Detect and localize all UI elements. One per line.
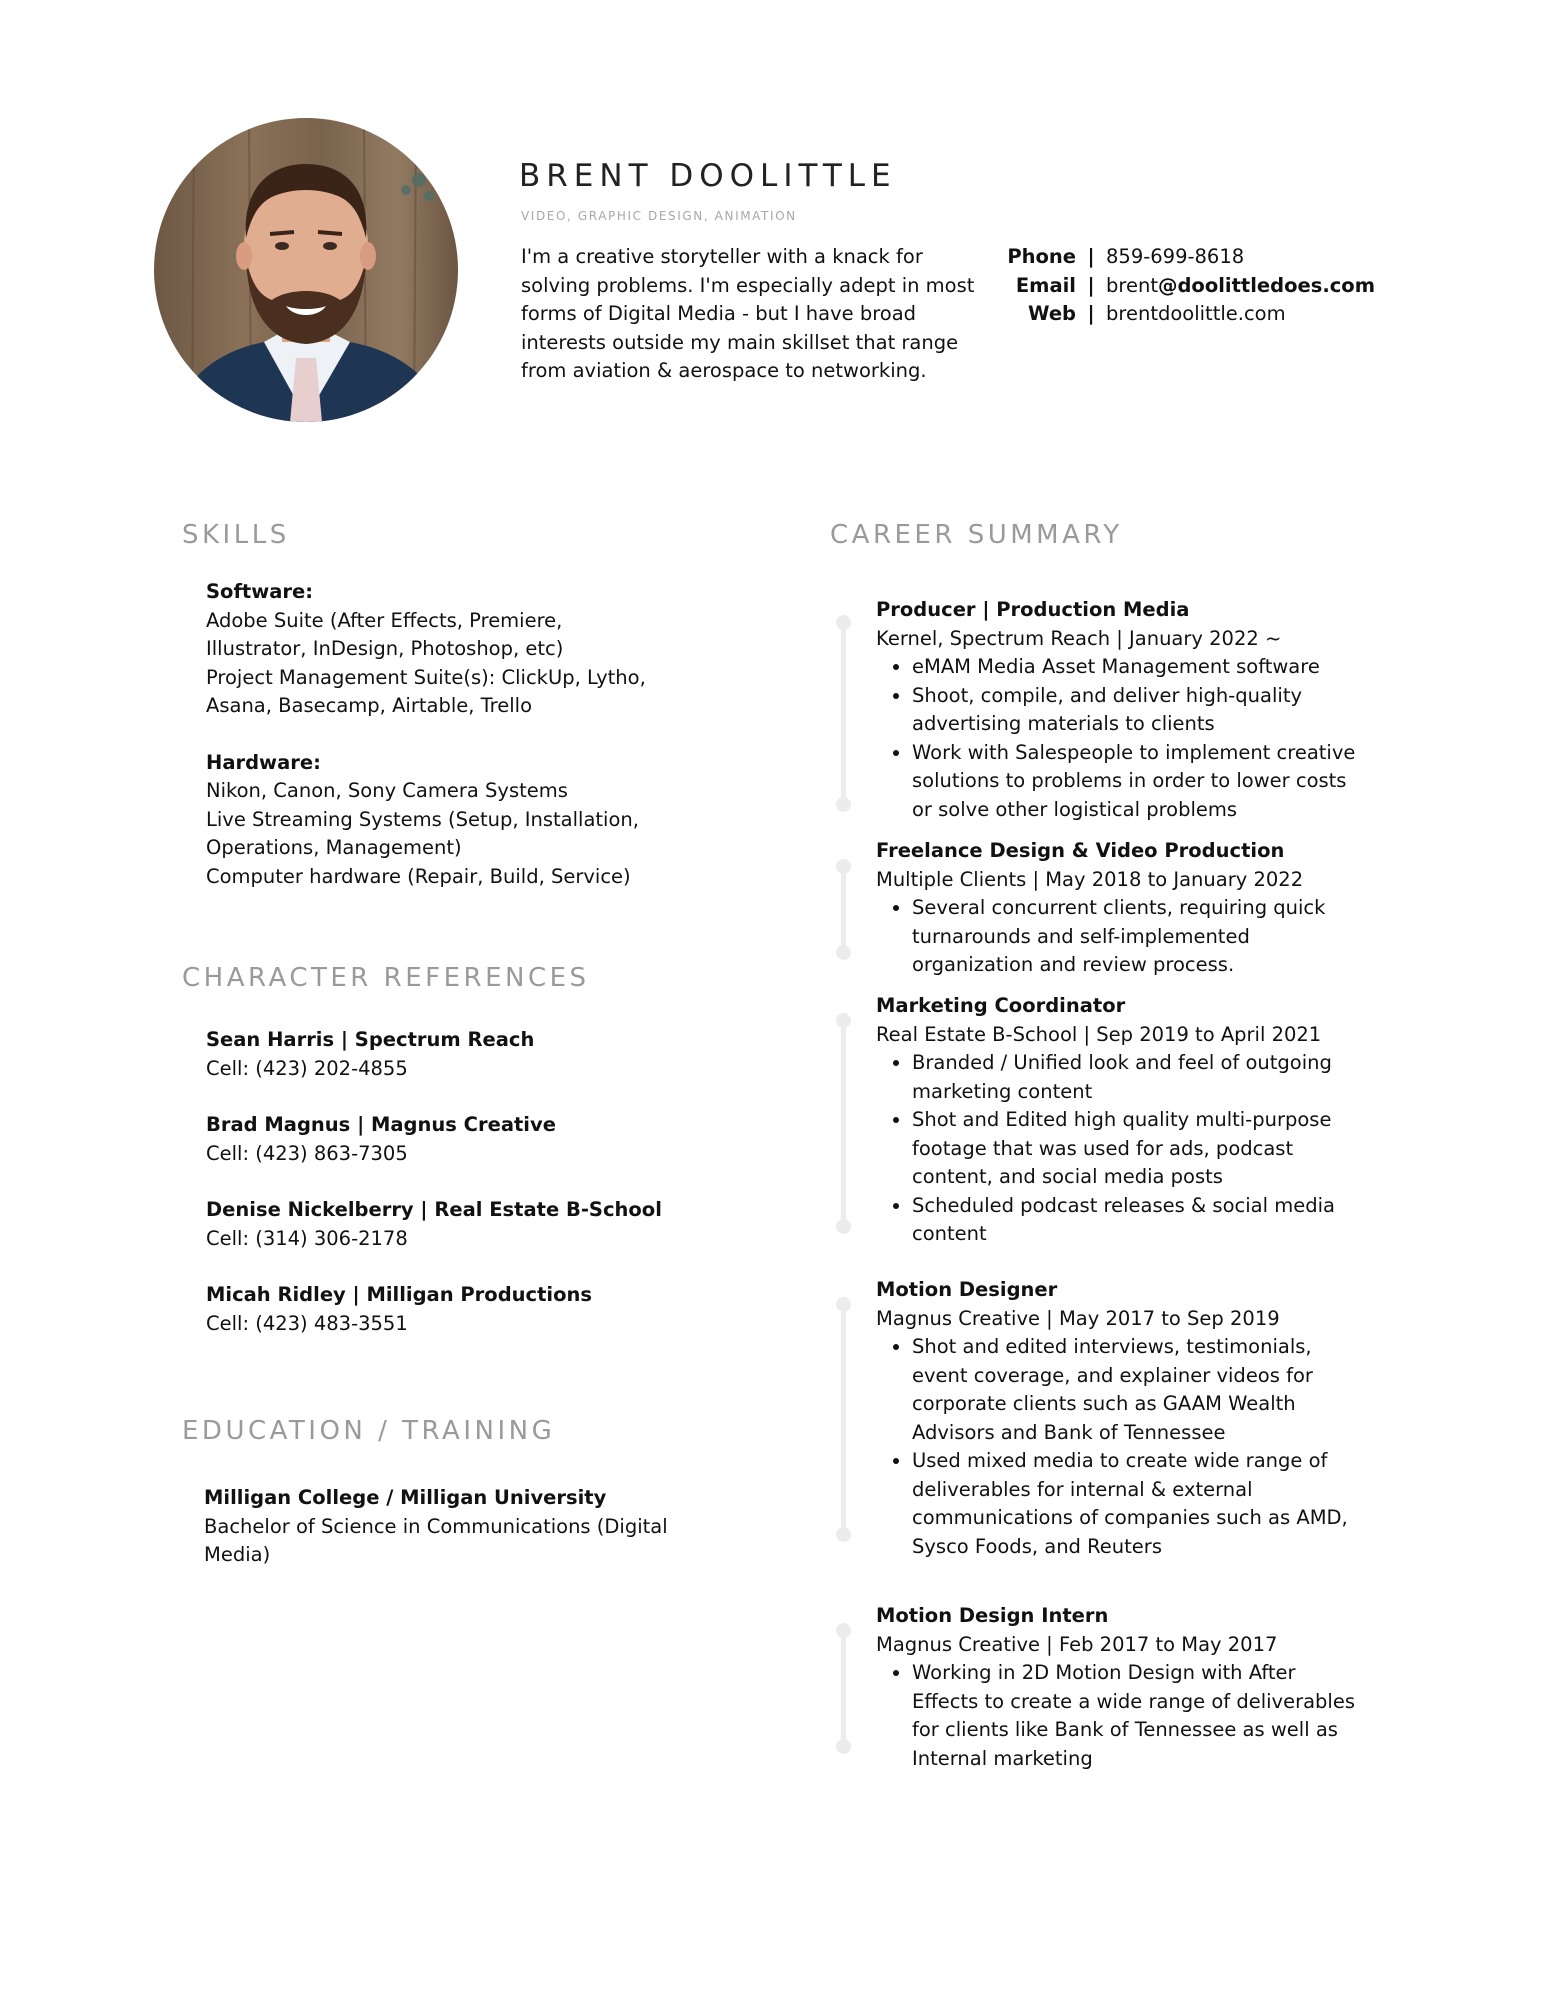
career-entry (876, 1276, 1366, 1561)
job-bullet (912, 1106, 1366, 1192)
references-section (206, 1026, 686, 1338)
software-line: Asana, Basecamp, Airtable, Trello (206, 694, 533, 717)
reference-item (206, 1281, 686, 1338)
career-entry (876, 837, 1366, 980)
bullet-line: Advisors and Bank of Tennessee (912, 1420, 1226, 1444)
job-meta: Magnus Creative | Feb 2017 to May 2017 (876, 1632, 1278, 1656)
career-entry (876, 596, 1366, 824)
bullet-line: Shoot, compile, and deliver high-quality (912, 683, 1302, 707)
job-bullet (912, 1659, 1366, 1773)
reference-item (206, 1196, 686, 1253)
email-separator: | (1087, 273, 1095, 297)
timeline-dot (836, 797, 851, 812)
references-heading: CHARACTER REFERENCES (182, 963, 590, 993)
timeline-dot (836, 1013, 851, 1028)
timeline-dot (836, 859, 851, 874)
bullet-line: for clients like Bank of Tennessee as well as (912, 1718, 1338, 1741)
web-value[interactable]: brentdoolittle.com (1106, 302, 1286, 325)
reference-item (206, 1026, 686, 1083)
job-bullet (912, 1192, 1366, 1249)
bullet-line: Internal marketing (912, 1746, 1093, 1770)
web-label: Web (1028, 302, 1076, 325)
job-bullet (912, 1447, 1366, 1561)
bullet-line: footage that was used for ads, podcast (912, 1136, 1294, 1160)
job-bullet (912, 682, 1366, 739)
school-name: Milligan College / Milligan University (204, 1486, 607, 1509)
software-line: Project Management Suite(s): ClickUp, Lytho, (206, 665, 646, 689)
bullet-line: Scheduled podcast releases & social media (912, 1193, 1335, 1217)
job-bullets (876, 1333, 1366, 1561)
career-heading: CAREER SUMMARY (830, 520, 1123, 550)
timeline-dot (836, 1219, 851, 1234)
job-bullets (876, 1659, 1366, 1773)
job-title: Freelance Design & Video Production (876, 839, 1285, 862)
timeline-dot (836, 1527, 851, 1542)
hardware-line: Live Streaming Systems (Setup, Installation, (206, 807, 639, 831)
bullet-line: marketing content (912, 1079, 1093, 1103)
job-bullet (912, 1049, 1366, 1106)
job-bullet (912, 894, 1366, 980)
timeline-line (841, 1304, 846, 1534)
job-meta: Real Estate B-School | Sep 2019 to April 2021 (876, 1022, 1322, 1046)
job-bullets (876, 894, 1366, 980)
bullet-line: communications of companies such as AMD, (912, 1506, 1348, 1529)
timeline-line (841, 622, 846, 804)
hardware-line: Nikon, Canon, Sony Camera Systems (206, 779, 568, 802)
bullet-line: Several concurrent clients, requiring quick (912, 896, 1326, 919)
candidate-name: BRENT DOOLITTLE (519, 158, 897, 194)
job-bullets (876, 653, 1366, 824)
degree-line: Media) (204, 1543, 271, 1566)
bullet-line: content (912, 1222, 987, 1245)
career-entry (876, 1602, 1366, 1773)
bullet-line: eMAM Media Asset Management software (912, 655, 1320, 678)
reference-name: Denise Nickelberry | Real Estate B-School (206, 1198, 662, 1221)
bullet-line: Effects to create a wide range of deliverables (912, 1689, 1355, 1713)
reference-phone: Cell: (423) 863-7305 (206, 1141, 408, 1165)
software-line: Illustrator, InDesign, Photoshop, etc) (206, 637, 564, 660)
job-title: Motion Designer (876, 1278, 1058, 1301)
email-label: Email (1015, 273, 1076, 297)
timeline-dot (836, 1739, 851, 1754)
email-value[interactable] (1106, 272, 1375, 301)
bullet-line: deliverables for internal & external (912, 1477, 1253, 1501)
timeline-line (841, 866, 846, 952)
email-domain[interactable]: @doolittledoes.com (1157, 273, 1376, 297)
bullet-line: Shot and edited interviews, testimonials, (912, 1335, 1312, 1358)
bullet-line: corporate clients such as GAAM Wealth (912, 1392, 1296, 1415)
reference-item (206, 1111, 686, 1168)
job-title: Marketing Coordinator (876, 994, 1126, 1017)
education-section (204, 1484, 684, 1570)
contact-web (990, 300, 1375, 329)
reference-name: Sean Harris | Spectrum Reach (206, 1028, 535, 1051)
timeline-dot (836, 945, 851, 960)
timeline-dot (836, 1297, 851, 1312)
profile-photo (154, 118, 458, 422)
bullet-line: Used mixed media to create wide range of (912, 1449, 1328, 1472)
contact-block (990, 243, 1375, 329)
bullet-line: solutions to problems in order to lower costs (912, 769, 1347, 792)
bullet-line: Shot and Edited high quality multi-purpose (912, 1108, 1332, 1131)
timeline-dot (836, 1623, 851, 1638)
bullet-line: or solve other logistical problems (912, 797, 1238, 821)
hardware-title: Hardware: (206, 750, 321, 774)
reference-name: Brad Magnus | Magnus Creative (206, 1113, 556, 1136)
reference-phone: Cell: (423) 483-3551 (206, 1311, 408, 1335)
degree-line: Bachelor of Science in Communications (Digital (204, 1514, 668, 1538)
intro-paragraph: I'm a creative storyteller with a knack for solving problems. I'm especially adept in most forms of Digital Media - but I have broad interests outside my main skillset that range from aviation & aerospace to networking. (521, 245, 975, 382)
job-meta: Kernel, Spectrum Reach | January 2022 ~ (876, 626, 1282, 650)
bullet-line: turnarounds and self-implemented (912, 924, 1250, 948)
job-meta: Multiple Clients | May 2018 to January 2022 (876, 867, 1304, 891)
job-title: Motion Design Intern (876, 1604, 1109, 1627)
bullet-line: Working in 2D Motion Design with After (912, 1661, 1296, 1684)
job-bullets (876, 1049, 1366, 1249)
timeline-line (841, 1020, 846, 1226)
contact-phone (990, 243, 1375, 272)
bullet-line: event coverage, and explainer videos for (912, 1363, 1313, 1387)
phone-label: Phone (1007, 245, 1076, 268)
tagline: VIDEO, GRAPHIC DESIGN, ANIMATION (521, 209, 797, 223)
job-bullet (912, 1333, 1366, 1447)
hardware-line: Computer hardware (Repair, Build, Service) (206, 864, 631, 888)
reference-phone: Cell: (423) 202-4855 (206, 1056, 408, 1080)
contact-email (990, 272, 1375, 301)
job-bullet (912, 739, 1366, 825)
timeline-dot (836, 615, 851, 630)
phone-separator: | (1087, 245, 1095, 268)
skills-heading: SKILLS (182, 520, 290, 550)
bullet-line: Work with Salespeople to implement creative (912, 740, 1356, 764)
skills-section (206, 578, 686, 891)
email-user[interactable]: brent (1106, 273, 1158, 297)
profile-photo-icon (154, 118, 458, 422)
job-bullet (912, 653, 1366, 682)
software-title: Software: (206, 580, 314, 603)
bullet-line: content, and social media posts (912, 1165, 1223, 1188)
software-line: Adobe Suite (After Effects, Premiere, (206, 608, 563, 632)
job-meta: Magnus Creative | May 2017 to Sep 2019 (876, 1306, 1280, 1330)
education-heading: EDUCATION / TRAINING (182, 1416, 556, 1446)
timeline-line (841, 1630, 846, 1746)
phone-value[interactable]: 859-699-8618 (1106, 245, 1245, 268)
bullet-line: advertising materials to clients (912, 712, 1215, 735)
bullet-line: Sysco Foods, and Reuters (912, 1534, 1162, 1558)
hardware-line: Operations, Management) (206, 836, 462, 859)
job-title: Producer | Production Media (876, 598, 1190, 621)
reference-phone: Cell: (314) 306-2178 (206, 1226, 408, 1250)
reference-name: Micah Ridley | Milligan Productions (206, 1283, 592, 1306)
bullet-line: Branded / Unified look and feel of outgoing (912, 1051, 1332, 1074)
web-separator: | (1087, 302, 1095, 325)
bullet-line: organization and review process. (912, 953, 1235, 976)
career-entry (876, 992, 1366, 1249)
